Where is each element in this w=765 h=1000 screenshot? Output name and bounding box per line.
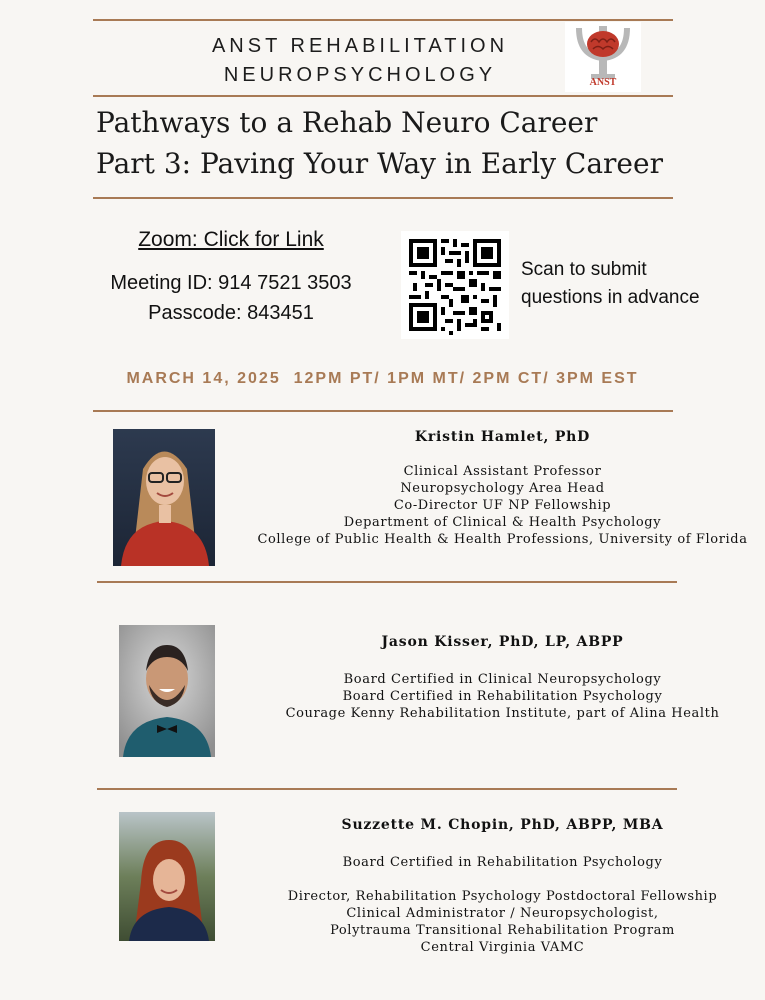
qr-code[interactable] bbox=[401, 231, 509, 339]
org-name-line2: NEUROPSYCHOLOGY bbox=[223, 64, 497, 86]
logo-text: ANST bbox=[589, 77, 617, 88]
event-date-time: MARCH 14, 2025 12PM PT/ 1PM MT/ 2PM CT/ 3PM EST bbox=[126, 370, 639, 387]
org-name-line1: ANST REHABILITATION bbox=[211, 35, 509, 57]
schedule-divider bbox=[93, 410, 673, 412]
bio-line: Board Certified in Rehabilitation Psychology bbox=[342, 689, 663, 704]
speaker-name: Jason Kisser, PhD, LP, ABPP bbox=[381, 634, 624, 650]
meeting-info bbox=[86, 268, 376, 328]
org-name bbox=[150, 32, 570, 90]
speaker-name: Suzzette M. Chopin, PhD, ABPP, MBA bbox=[341, 817, 664, 833]
speaker-bio bbox=[240, 854, 765, 956]
bio-line: Department of Clinical & Health Psychology bbox=[343, 515, 662, 530]
speaker2-divider bbox=[97, 788, 677, 790]
speaker1-divider bbox=[97, 581, 677, 583]
qr-caption bbox=[521, 256, 751, 312]
event-title-line2: Part 3: Paving Your Way in Early Career bbox=[96, 147, 663, 180]
event-title bbox=[96, 102, 736, 184]
speaker-bio bbox=[240, 463, 765, 548]
meeting-id: Meeting ID: 914 7521 3503 bbox=[110, 272, 352, 294]
speaker-photo-chopin bbox=[119, 812, 215, 941]
qr-caption-line1: Scan to submit bbox=[521, 259, 647, 280]
event-title-line1: Pathways to a Rehab Neuro Career bbox=[96, 106, 598, 139]
top-rule bbox=[93, 19, 673, 21]
brain-psi-icon bbox=[565, 22, 641, 80]
zoom-link[interactable]: Zoom: Click for Link bbox=[138, 228, 324, 251]
bio-line: Director, Rehabilitation Psychology Postdoctoral Fellowship bbox=[287, 889, 718, 904]
qr-code-icon bbox=[401, 231, 509, 339]
bio-line: Clinical Assistant Professor bbox=[403, 464, 602, 479]
bio-line: Co-Director UF NP Fellowship bbox=[393, 498, 612, 513]
header-divider bbox=[93, 95, 673, 97]
anst-logo bbox=[565, 22, 641, 92]
speaker-photo-hamlet bbox=[113, 429, 215, 566]
bio-line bbox=[240, 871, 765, 888]
bio-line: Clinical Administrator / Neuropsychologist, bbox=[346, 906, 659, 921]
title-divider bbox=[93, 197, 673, 199]
qr-caption-line2: questions in advance bbox=[521, 287, 700, 308]
bio-line: Board Certified in Rehabilitation Psychology bbox=[342, 855, 663, 870]
bio-line: Courage Kenny Rehabilitation Institute, part of Alina Health bbox=[285, 706, 720, 721]
speaker-bio bbox=[240, 671, 765, 722]
speaker-photo-kisser bbox=[119, 625, 215, 757]
bio-line: Neuropsychology Area Head bbox=[400, 481, 605, 496]
bio-line: Central Virginia VAMC bbox=[420, 940, 585, 955]
bio-line: Board Certified in Clinical Neuropsychology bbox=[343, 672, 662, 687]
bio-line: College of Public Health & Health Professions, University of Florida bbox=[257, 532, 748, 547]
speaker-name: Kristin Hamlet, PhD bbox=[414, 429, 591, 445]
bio-line: Polytrauma Transitional Rehabilitation Program bbox=[330, 923, 675, 938]
passcode: Passcode: 843451 bbox=[148, 302, 314, 324]
